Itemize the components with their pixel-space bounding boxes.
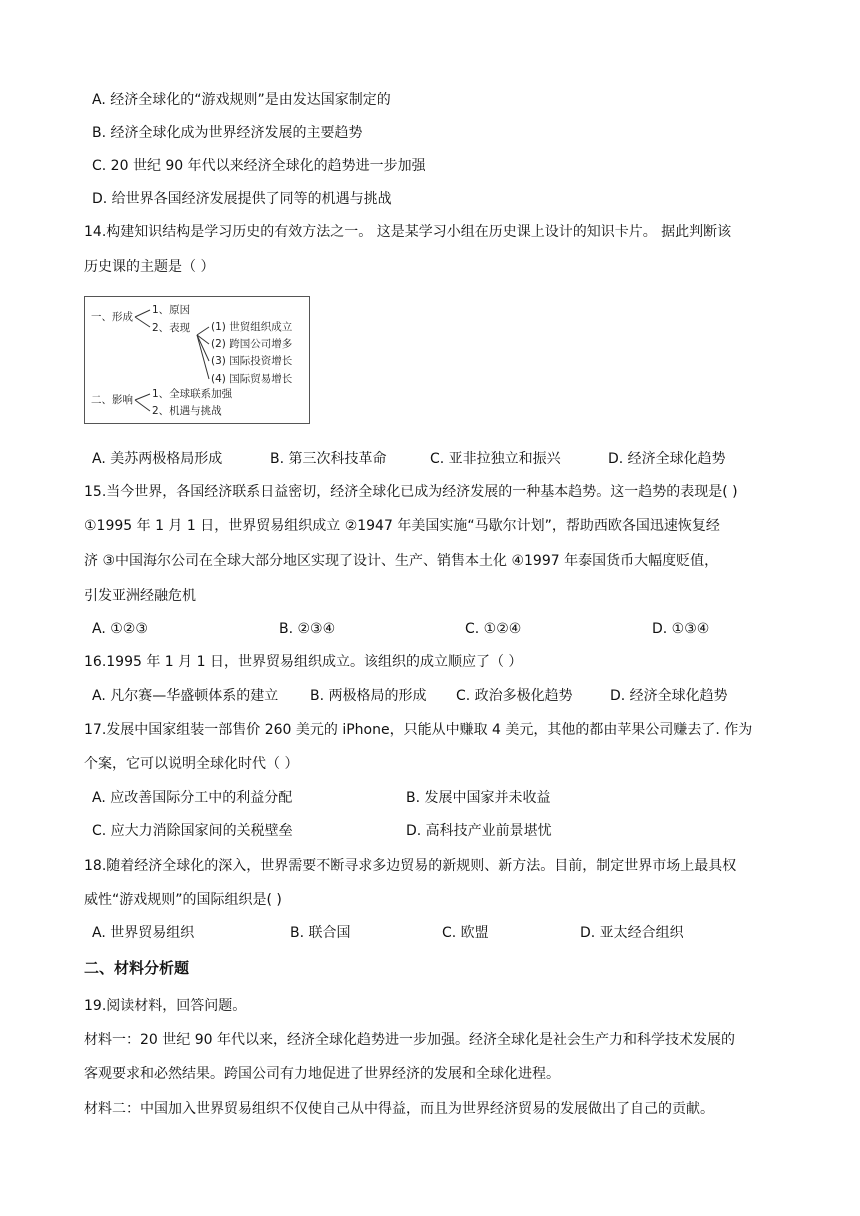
q16-stem: 16.1995 年 1 月 1 日，世界贸易组织成立。该组织的成立顺应了（ ） [84, 654, 523, 670]
q17-stem-line2: 个案，它可以说明全球化时代（ ） [84, 756, 299, 772]
diagram-manifest-4: (4) 国际贸易增长 [211, 373, 293, 385]
q14-option-d: D. 经济全球化趋势 [608, 451, 726, 467]
q15-option-c: C. ①②④ [465, 621, 522, 637]
diagram-cause: 1、原因 [152, 304, 191, 316]
diagram-section-impact: 二、影响 [91, 394, 133, 406]
q13-option-d: D. 给世界各国经济发展提供了同等的机遇与挑战 [92, 191, 392, 207]
q13-option-a: A. 经济全球化的“游戏规则”是由发达国家制定的 [92, 92, 391, 108]
diagram-impact-1: 1、全球联系加强 [152, 388, 233, 400]
q18-stem-line1: 18.随着经济全球化的深入，世界需要不断寻求多边贸易的新规则、新方法。目前，制定世界市场上最具权 [84, 858, 737, 874]
q13-option-b: B. 经济全球化成为世界经济发展的主要趋势 [92, 125, 363, 141]
q17-option-a: A. 应改善国际分工中的利益分配 [92, 790, 293, 806]
section-heading-material-analysis: 二、材料分析题 [84, 959, 190, 977]
diagram-impact-2: 2、机遇与挑战 [152, 405, 222, 417]
q13-option-c: C. 20 世纪 90 年代以来经济全球化的趋势进一步加强 [92, 158, 426, 174]
q15-stem-line3: 济 ③中国海尔公司在全球大部分地区实现了设计、生产、销售本土化 ④1997 年泰国货币大幅度贬值， [84, 553, 719, 569]
q16-option-a: A. 凡尔赛—华盛顿体系的建立 [92, 688, 279, 704]
q15-option-a: A. ①②③ [92, 621, 148, 637]
q16-option-b: B. 两极格局的形成 [310, 688, 427, 704]
q14-stem-line2: 历史课的主题是（ ） [84, 259, 215, 275]
q19-material2-line1: 材料二：中国加入世界贸易组织不仅使自己从中得益，而且为世界经济贸易的发展做出了自己的贡献。 [84, 1101, 714, 1117]
q18-stem-line2: 威性“游戏规则”的国际组织是( ) [84, 892, 282, 908]
knowledge-card-diagram [84, 296, 310, 424]
q14-option-a: A. 美苏两极格局形成 [92, 451, 223, 467]
diagram-manifest-2: (2) 跨国公司增多 [211, 338, 293, 350]
q18-option-a: A. 世界贸易组织 [92, 925, 195, 941]
q15-stem-line1: 15.当今世界，各国经济联系日益密切，经济全球化已成为经济发展的一种基本趋势。这一趋势的表现是( ) [84, 484, 738, 500]
q18-option-d: D. 亚太经合组织 [580, 925, 684, 941]
q17-option-c: C. 应大力消除国家间的关税壁垒 [92, 823, 293, 839]
q14-option-b: B. 第三次科技革命 [270, 451, 387, 467]
diagram-manifest-1: (1) 世贸组织成立 [211, 321, 293, 333]
q14-option-c: C. 亚非拉独立和振兴 [430, 451, 561, 467]
q17-stem-line1: 17.发展中国家组装一部售价 260 美元的 iPhone，只能从中赚取 4 美元，其他的都由苹果公司赚去了. 作为 [84, 722, 753, 738]
q15-stem-line4: 引发亚洲经融危机 [84, 588, 196, 604]
q19-stem: 19.阅读材料，回答问题。 [84, 998, 247, 1014]
q18-option-c: C. 欧盟 [442, 925, 489, 941]
diagram-manifest-3: (3) 国际投资增长 [211, 355, 293, 367]
q14-stem-line1: 14.构建知识结构是学习历史的有效方法之一。 这是某学习小组在历史课上设计的知识卡片。 据此判断该 [84, 224, 732, 240]
q19-material1-line2: 客观要求和必然结果。跨国公司有力地促进了世界经济的发展和全球化进程。 [84, 1066, 560, 1082]
q17-option-d: D. 高科技产业前景堪忧 [406, 823, 552, 839]
q19-material1-line1: 材料一：20 世纪 90 年代以来，经济全球化趋势进一步加强。经济全球化是社会生产力和科学技术发展的 [84, 1032, 735, 1048]
q18-option-b: B. 联合国 [290, 925, 351, 941]
diagram-manifestation: 2、表现 [152, 322, 191, 334]
q16-option-d: D. 经济全球化趋势 [610, 688, 728, 704]
q15-option-b: B. ②③④ [279, 621, 336, 637]
q15-option-d: D. ①③④ [652, 621, 710, 637]
diagram-section-formation: 一、形成 [91, 311, 133, 323]
q17-option-b: B. 发展中国家并未收益 [406, 790, 551, 806]
q16-option-c: C. 政治多极化趋势 [456, 688, 573, 704]
q15-stem-line2: ①1995 年 1 月 1 日，世界贸易组织成立 ②1947 年美国实施“马歇尔计划”，帮助西欧各国迅速恢复经 [84, 518, 720, 534]
